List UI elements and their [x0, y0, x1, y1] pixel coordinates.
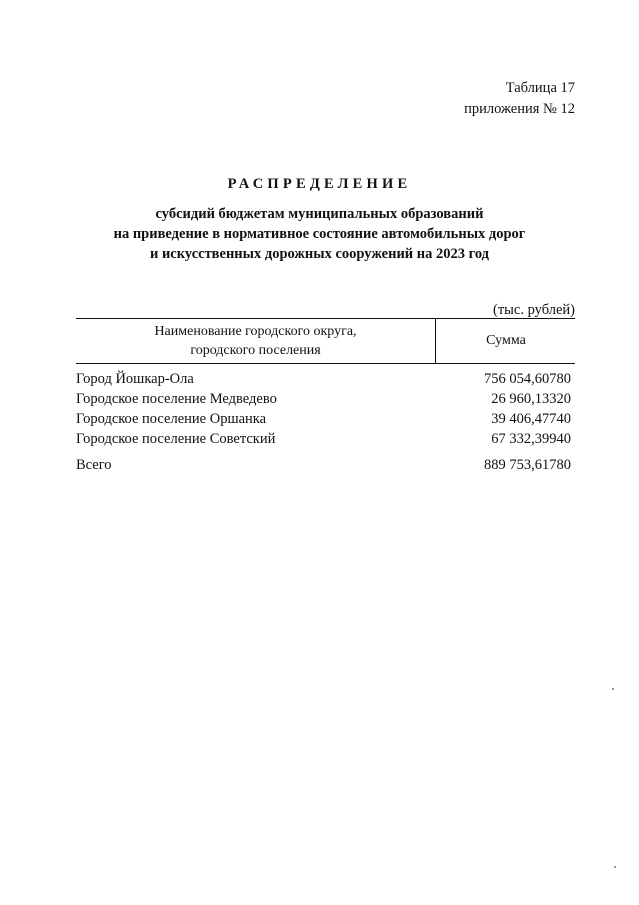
table-row: [76, 389, 575, 409]
column-header-name: [76, 319, 436, 363]
total-sum: 889 753,61780: [484, 457, 571, 473]
column-header-name-line: Наименование городского округа,: [154, 324, 357, 339]
table-header: [76, 318, 575, 364]
table-reference: [464, 78, 575, 120]
subtitle-line: и искусственных дорожных сооружений на 2023 год: [149, 246, 490, 262]
appendix-number: приложения № 12: [464, 101, 575, 117]
column-header-name-line: городского поселения: [190, 343, 321, 358]
subtitle-line: на приведение в нормативное состояние автомобильных дорог: [113, 226, 526, 242]
column-header-sum: Сумма: [486, 333, 526, 348]
table-row: [76, 429, 575, 449]
scan-speck: [612, 688, 614, 690]
distribution-table: [76, 318, 575, 475]
row-name: Городское поселение Советский: [76, 431, 276, 447]
document-title: РАСПРЕДЕЛЕНИЕ: [227, 176, 412, 192]
document-subtitle: [0, 204, 639, 264]
row-name: Городское поселение Оршанка: [76, 411, 267, 427]
table-total-row: [76, 455, 575, 475]
row-name: Город Йошкар-Ола: [76, 371, 194, 387]
subtitle-line: субсидий бюджетам муниципальных образований: [155, 206, 484, 222]
row-sum: 26 960,13320: [491, 391, 571, 407]
scan-speck: [614, 866, 616, 868]
row-sum: 39 406,47740: [491, 411, 571, 427]
units-label: (тыс. рублей): [493, 302, 575, 318]
table-body: [76, 364, 575, 475]
row-name: Городское поселение Медведево: [76, 391, 277, 407]
row-sum: 756 054,60780: [484, 371, 571, 387]
row-sum: 67 332,39940: [491, 431, 571, 447]
table-row: [76, 369, 575, 389]
table-row: [76, 409, 575, 429]
total-label: Всего: [76, 457, 112, 473]
table-number: Таблица 17: [505, 80, 575, 96]
